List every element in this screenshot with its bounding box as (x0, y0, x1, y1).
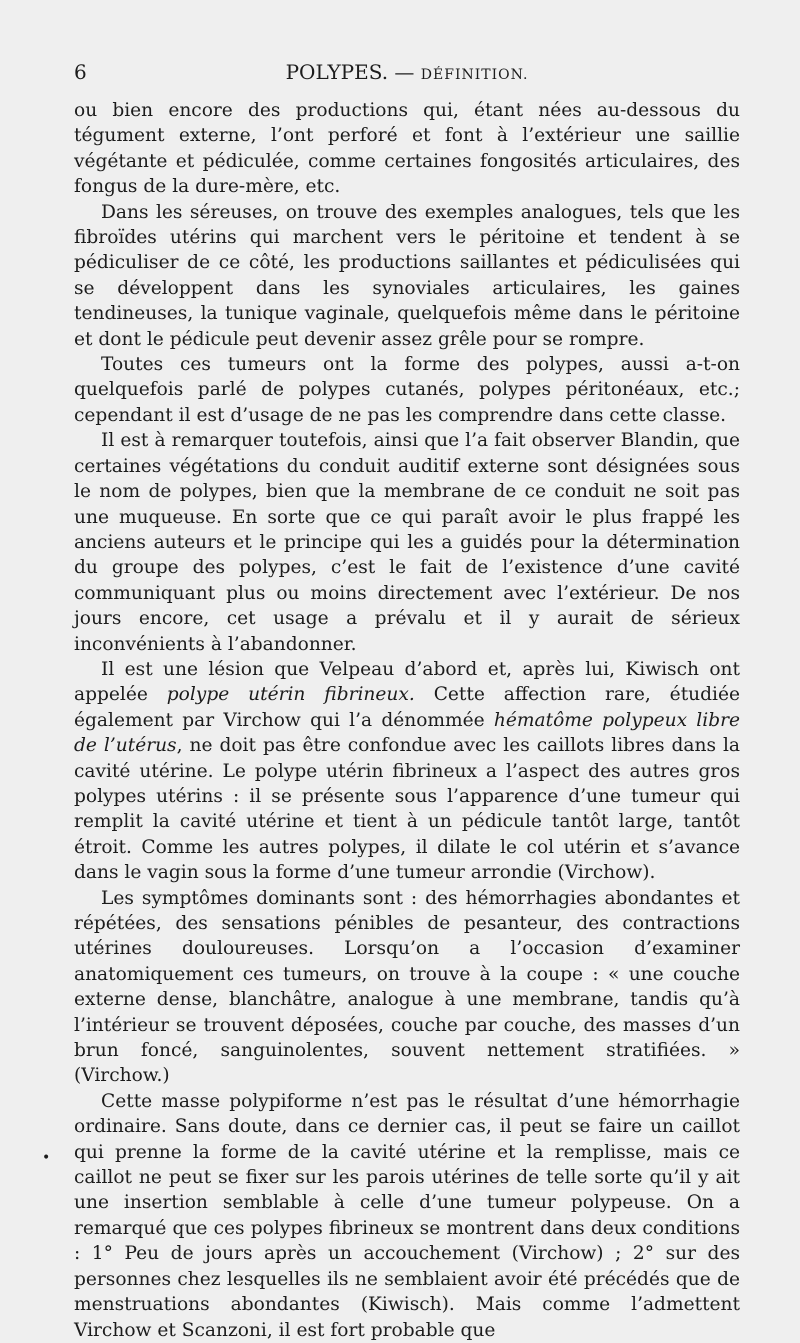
running-title-main: POLYPES. (285, 60, 389, 84)
running-title-sub: DÉFINITION. (420, 67, 529, 83)
paragraph-text: , ne doit pas être confondue avec les caillots libres dans la cavité utérine. Le polype utérin fibrineux a l’aspect des autres gros polypes utérins : il se présente sous l’apparence d’une tumeur qui remplit la cavité utérine et tient à un pédicule tantôt large, tantôt étroit. Comme les autres polypes, il dilate le col utérin et s’avance dans le vagin sous la forme d’une tumeur arrondie (Virchow). (74, 735, 741, 884)
paragraph (74, 657, 740, 886)
page-header (74, 60, 740, 94)
running-title-separator: — (394, 60, 415, 84)
paragraph: Dans les séreuses, on trouve des exemples analogues, tels que les fibroïdes utérins qui marchent vers le péritoine et tendent à se pédiculiser de ce côté, les productions saillantes et pédiculisées qui se développent dans les synoviales articulaires, les gaines tendineuses, la tunique vaginale, quelquefois même dans le péritoine et dont le pédicule peut devenir assez grêle pour se rompre. (74, 201, 740, 350)
margin-mark: • (42, 1150, 51, 1166)
paragraph: ou bien encore des productions qui, étant nées au-dessous du tégument externe, l’ont perforé et font à l’extérieur une saillie végétante et pédiculée, comme certaines fongosités articulaires, des fongus de la dure-mère, etc. (74, 100, 740, 198)
paragraph-text: Il est une lésion que Velpeau d’abord et, après lui, Kiwisch ont appelée (74, 658, 740, 706)
paragraph: Cette masse polypiforme n’est pas le résultat d’une hémorrhagie ordinaire. Sans doute, dans ce dernier cas, il peut se faire un caillot qui prenne la forme de la cavité utérine et la remplisse, mais ce caillot ne peut se fixer sur les parois utérines de telle sorte qu’il y ait une insertion semblable à celle d’une tumeur polypeuse. On a remarqué que ces polypes fibrineux se montrent dans deux conditions : 1° Peu de jours après un accouchement (Virchow) ; 2° sur des personnes chez lesquelles ils ne semblaient avoir été précédés que de menstruations abondantes (Kiwisch). Mais comme l’admettent Virchow et Scanzoni, il est fort probable que (74, 1090, 740, 1341)
running-title (74, 60, 740, 84)
italic-term: polype utérin fibrineux. (166, 684, 415, 706)
page-number: 6 (74, 60, 87, 84)
paragraph-text: Cette affection rare, étudiée également par Virchow qui l’a dénommée (74, 684, 740, 731)
page-body (74, 98, 740, 1343)
paragraph: Il est à remarquer toutefois, ainsi que l’a fait observer Blandin, que certaines végétations du conduit auditif externe sont désignées sous le nom de polypes, bien que la membrane de ce conduit ne soit pas une muqueuse. En sorte que ce qui paraît avoir le plus frappé les anciens auteurs et le principe qui les a guidés pour la détermination du groupe des polypes, c’est le fait de l’existence d’une cavité communiquant plus ou moins directement avec l’extérieur. De nos jours encore, cet usage a prévalu et il y aurait de sérieux inconvénients à l’abandonner. (74, 430, 740, 655)
paragraph: Les symptômes dominants sont : des hémorrhagies abondantes et répétées, des sensations pénibles de pesanteur, des contractions utérines douloureuses. Lorsqu’on a l’occasion d’examiner anatomiquement ces tumeurs, on trouve à la coupe : « une couche externe dense, blanchâtre, analogue à une membrane, tandis qu’à l’intérieur se trouvent déposées, couche par couche, des masses d’un brun foncé, sanguinolentes, souvent nettement stratifiées. » (Virchow.) (74, 887, 740, 1087)
paragraph: Toutes ces tumeurs ont la forme des polypes, aussi a-t-on quelquefois parlé de polypes cutanés, polypes péritonéaux, etc.; cependant il est d’usage de ne pas les comprendre dans cette classe. (74, 354, 740, 426)
italic-term: hématôme polypeux libre de l’utérus (74, 709, 740, 757)
